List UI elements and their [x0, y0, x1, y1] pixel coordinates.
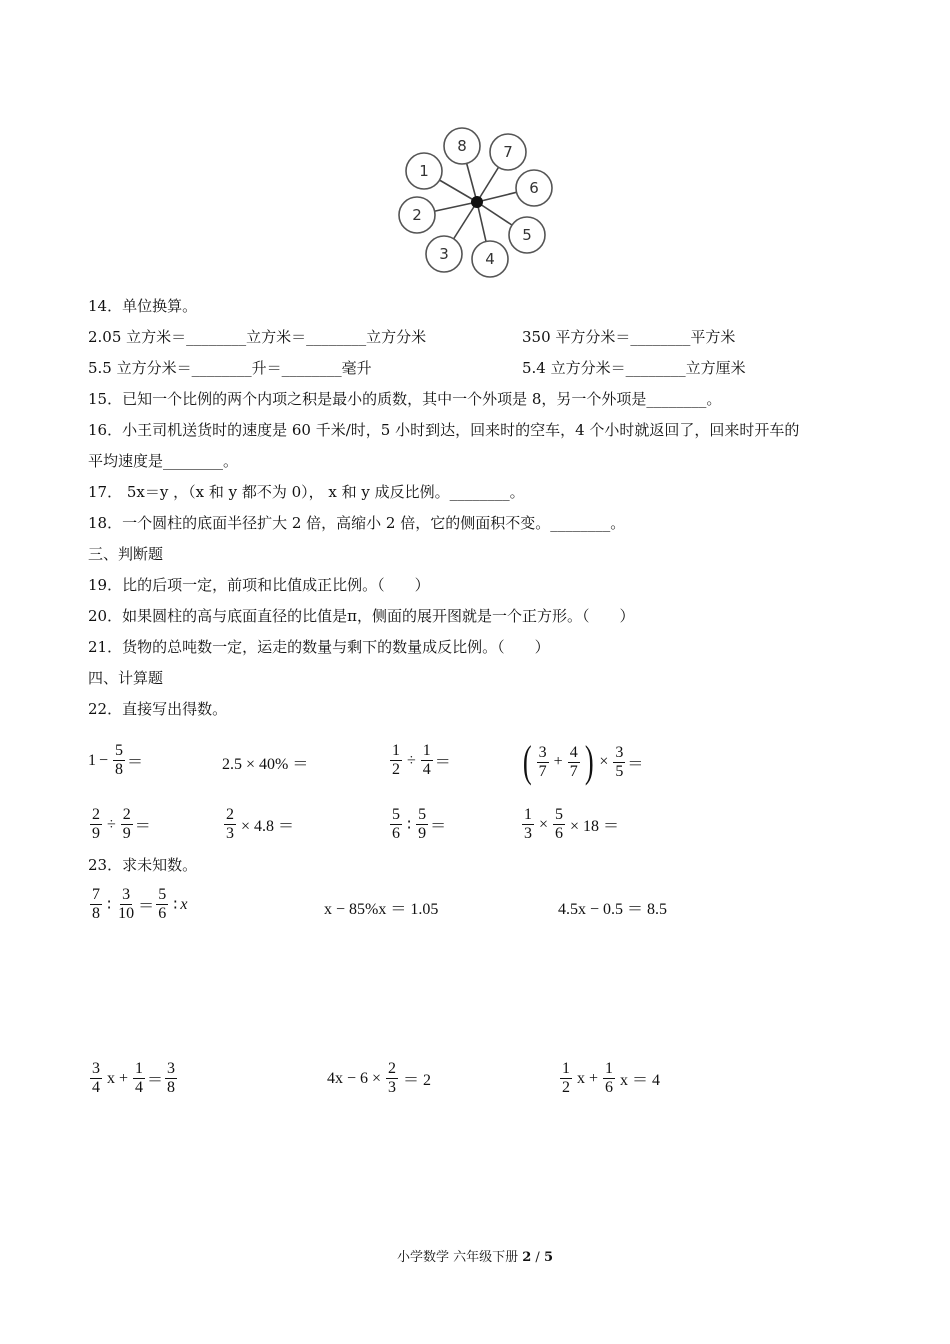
q14-item-d: 5.4 立方分米＝________立方厘米: [522, 359, 746, 377]
expr-6: $\frac{2}{3}$ × 4.8 ＝: [226, 806, 295, 842]
q14-item-a: 2.05 立方米＝________立方米＝________立方分米: [88, 328, 427, 346]
equation-6: $\frac{1}{2}$ x + $\frac{1}{6}$ x ＝ 4: [562, 1060, 661, 1096]
equation-1: $\frac{7}{8}$ ∶ $\frac{3}{10}$ ＝ $\frac{5}{6}$ ∶ x: [92, 886, 188, 922]
q14-item-c: 5.5 立方分米＝________升＝________毫升: [88, 359, 372, 377]
q18: 18．一个圆柱的底面半径扩大 2 倍，高缩小 2 倍，它的侧面积不变。________。: [88, 514, 626, 532]
equation-2: x − 85%x ＝ 1.05: [324, 901, 439, 918]
expr-8: $\frac{1}{3}$ × $\frac{5}{6}$ × 18 ＝: [524, 806, 620, 842]
q16-line1: 16．小王司机送货时的速度是 60 千米/时，5 小时到达，回来时的空车，4 个小时就返回了，回来时开车的: [88, 421, 800, 439]
page-footer: [0, 1246, 950, 1265]
footer-total: 5: [543, 1250, 553, 1265]
q15: 15．已知一个比例的两个内项之积是最小的质数，其中一个外项是 8，另一个外项是________。: [88, 390, 722, 408]
equation-4: $\frac{3}{4}$ x + $\frac{1}{4}$ ＝ $\frac{3}{8}$: [92, 1060, 176, 1096]
expr-1: 1 − $\frac{5}{8}$ ＝: [88, 742, 144, 778]
num-8: 8: [457, 137, 467, 155]
num-4: 4: [485, 250, 495, 268]
num-7: 7: [503, 143, 513, 161]
section-judge-heading: 三、判断题: [88, 545, 164, 563]
footer-page: 2: [522, 1250, 532, 1265]
q16-line2: 平均速度是________。: [88, 452, 239, 470]
q17: 17． 5x＝y ，（x 和 y 都不为 0）， x 和 y 成反比例。________。: [88, 483, 525, 501]
q20: 20．如果圆柱的高与底面直径的比值是π，侧面的展开图就是一个正方形。（ ）: [88, 607, 635, 625]
q19: 19．比的后项一定，前项和比值成正比例。（ ）: [88, 576, 430, 594]
num-2: 2: [412, 206, 422, 224]
num-1: 1: [419, 162, 429, 180]
expr-2: 2.5 × 40% ＝: [222, 756, 309, 773]
q22: 22．直接写出得数。: [88, 700, 228, 718]
q14-title: 14．单位换算。: [88, 297, 198, 315]
section-calc-heading: 四、计算题: [88, 669, 164, 687]
num-6: 6: [529, 179, 539, 197]
number-flower-figure: [396, 118, 560, 284]
equation-5: 4x − 6 × $\frac{2}{3}$ ＝ 2: [327, 1060, 432, 1096]
expr-5: $\frac{2}{9}$ ÷ $\frac{2}{9}$ ＝: [92, 806, 151, 842]
expr-3: $\frac{1}{2}$ ÷ $\frac{1}{4}$ ＝: [392, 742, 451, 778]
expr-4: ( $\frac{3}{7}$ + $\frac{4}{7}$ ) × $\frac{3}{5}$ ＝: [522, 737, 644, 786]
footer-sep: /: [531, 1250, 544, 1265]
expr-7: $\frac{5}{6}$ ∶ $\frac{5}{9}$ ＝: [392, 806, 447, 842]
equation-3: 4.5x − 0.5 ＝ 8.5: [558, 901, 668, 918]
num-3: 3: [439, 245, 449, 263]
footer-text: 小学数学 六年级下册: [396, 1250, 523, 1265]
num-5: 5: [522, 226, 532, 244]
q14-item-b: 350 平方分米＝________平方米: [522, 328, 736, 346]
center-dot: [471, 196, 483, 208]
q21: 21．货物的总吨数一定，运走的数量与剩下的数量成反比例。（ ）: [88, 638, 550, 656]
q23: 23．求未知数。: [88, 856, 198, 874]
